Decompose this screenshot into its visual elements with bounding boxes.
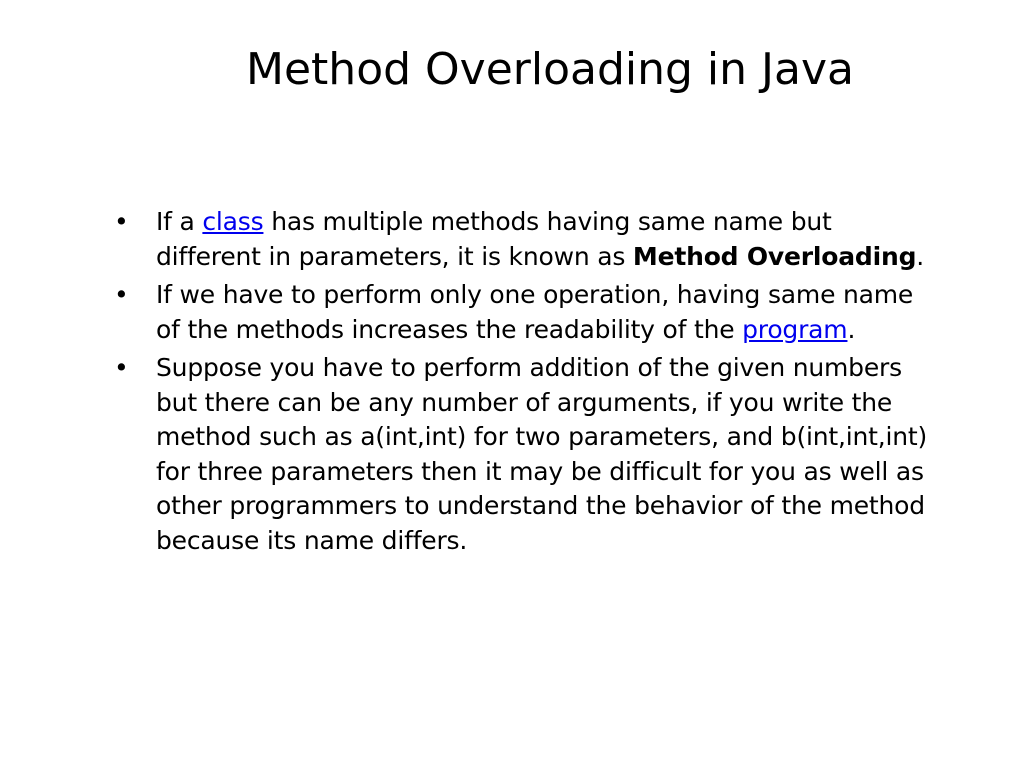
bullet-text: Suppose you have to perform addition of the given numbers but there can be any number of arguments, if you write the method such as a(int,int) for two parameters, and b(int,int,int) for three parameters then it may be difficult for you as well as other programmers to understand the behavior of the method because its name differs. <box>156 353 928 555</box>
bullet-list <box>114 205 944 562</box>
bullet-text-period: . <box>916 241 925 271</box>
bullet-text-after-link: . <box>847 314 856 344</box>
method-overloading-term: Method Overloading <box>632 241 917 271</box>
bullet-icon: • <box>114 280 129 309</box>
slide-title: Method Overloading in Java <box>246 44 854 95</box>
bullet-icon: • <box>114 207 129 236</box>
bullet-item-addition-example <box>114 351 944 558</box>
bullet-icon: • <box>114 353 129 382</box>
class-link[interactable]: class <box>202 207 264 236</box>
bullet-text-before-link: If a <box>156 207 203 236</box>
bullet-item-readability <box>114 278 944 347</box>
bullet-text-before-link: If we have to perform only one operation, having same name of the methods increases the readability of the <box>156 280 914 344</box>
program-link[interactable]: program <box>742 314 848 344</box>
bullet-text-after-link: has multiple methods having same name but different in parameters, it is known as <box>156 207 832 271</box>
bullet-item-class-definition <box>114 205 944 274</box>
